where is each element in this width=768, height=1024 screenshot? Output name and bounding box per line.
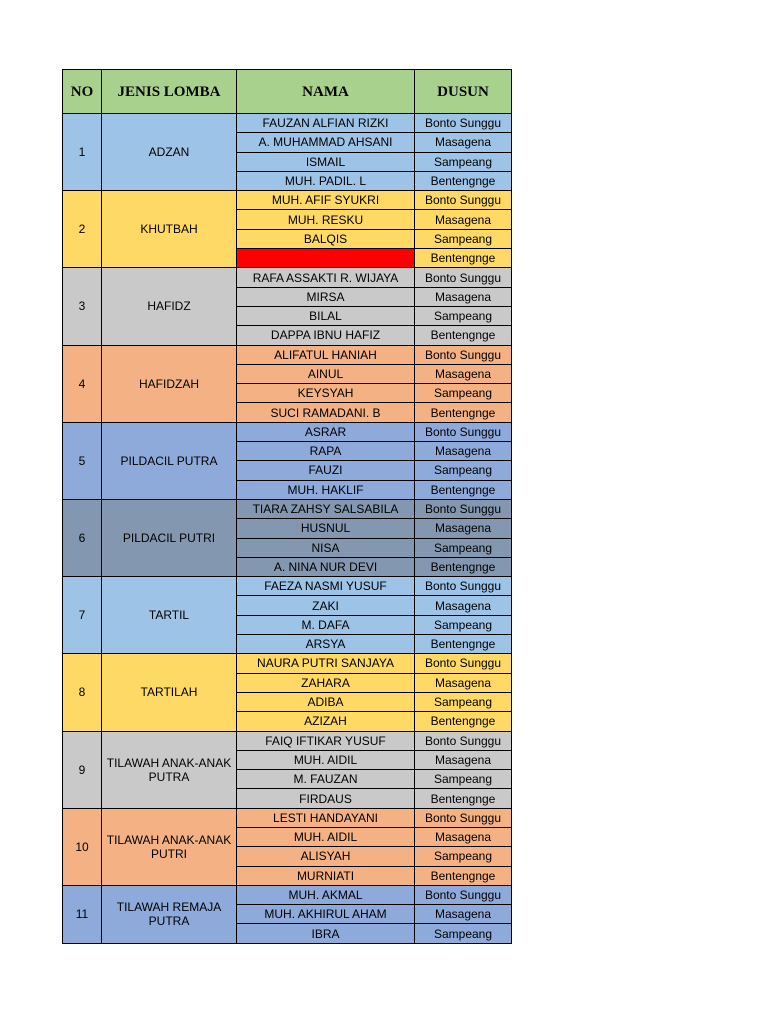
dusun-cell[interactable]: Bentengnge: [415, 712, 512, 731]
dusun-cell[interactable]: Bentengnge: [415, 403, 512, 422]
participant-name-cell[interactable]: DAPPA IBNU HAFIZ: [237, 326, 415, 345]
participant-name-cell[interactable]: NAURA PUTRI SANJAYA: [237, 654, 415, 673]
participant-name-cell[interactable]: FAUZAN ALFIAN RIZKI: [237, 114, 415, 133]
participant-name-cell[interactable]: RAPA: [237, 442, 415, 461]
dusun-cell[interactable]: Bentengnge: [415, 557, 512, 576]
header-row: [63, 70, 512, 114]
participant-name-cell[interactable]: A. NINA NUR DEVI: [237, 557, 415, 576]
competition-number-cell[interactable]: 8: [63, 654, 102, 731]
dusun-cell[interactable]: Bonto Sunggu: [415, 654, 512, 673]
table-row: [63, 731, 512, 750]
header-nama: NAMA: [237, 70, 415, 114]
participant-name-cell[interactable]: BALQIS: [237, 229, 415, 248]
participant-name-cell[interactable]: MUH. AIDIL: [237, 827, 415, 846]
dusun-cell[interactable]: Bonto Sunggu: [415, 885, 512, 904]
participant-name-cell[interactable]: FIRDAUS: [237, 789, 415, 808]
participant-name-cell[interactable]: FAEZA NASMI YUSUF: [237, 577, 415, 596]
dusun-cell[interactable]: Masagena: [415, 210, 512, 229]
participant-name-cell[interactable]: M. DAFA: [237, 615, 415, 634]
competition-type-cell[interactable]: TARTILAH: [102, 654, 237, 731]
competition-number-cell[interactable]: 9: [63, 731, 102, 808]
dusun-cell[interactable]: Bentengnge: [415, 635, 512, 654]
participant-name-cell[interactable]: IBRA: [237, 924, 415, 943]
dusun-cell[interactable]: Bentengnge: [415, 866, 512, 885]
dusun-cell[interactable]: Bonto Sunggu: [415, 191, 512, 210]
competition-number-cell[interactable]: 1: [63, 114, 102, 191]
table-row: [63, 191, 512, 210]
participant-name-cell[interactable]: MUH. RESKU: [237, 210, 415, 229]
participant-name-cell[interactable]: ALISYAH: [237, 847, 415, 866]
participant-name-cell[interactable]: MUH. AFIF SYUKRI: [237, 191, 415, 210]
participant-name-cell[interactable]: A. MUHAMMAD AHSANI: [237, 133, 415, 152]
participant-name-cell[interactable]: BILAL: [237, 306, 415, 325]
dusun-cell[interactable]: Masagena: [415, 750, 512, 769]
dusun-cell[interactable]: Bentengnge: [415, 171, 512, 190]
competition-type-cell[interactable]: PILDACIL PUTRI: [102, 499, 237, 576]
competition-type-cell[interactable]: TILAWAH ANAK-ANAK PUTRA: [102, 731, 237, 808]
dusun-cell[interactable]: Bentengnge: [415, 326, 512, 345]
dusun-cell[interactable]: Bonto Sunggu: [415, 114, 512, 133]
dusun-cell[interactable]: Sampeang: [415, 306, 512, 325]
participant-name-cell[interactable]: MIRSA: [237, 287, 415, 306]
dusun-cell[interactable]: Masagena: [415, 905, 512, 924]
participant-name-cell[interactable]: ASRAR: [237, 422, 415, 441]
participant-name-cell[interactable]: ZAHARA: [237, 673, 415, 692]
table-row: [63, 654, 512, 673]
competition-type-cell[interactable]: ADZAN: [102, 114, 237, 191]
competition-type-cell[interactable]: PILDACIL PUTRA: [102, 422, 237, 499]
table-row: [63, 499, 512, 518]
dusun-cell[interactable]: Bonto Sunggu: [415, 345, 512, 364]
competition-type-cell[interactable]: TILAWAH REMAJA PUTRA: [102, 885, 237, 943]
competition-type-cell[interactable]: TILAWAH ANAK-ANAK PUTRI: [102, 808, 237, 885]
participant-name-cell[interactable]: ZAKI: [237, 596, 415, 615]
dusun-cell[interactable]: Bonto Sunggu: [415, 808, 512, 827]
participant-name-cell[interactable]: ISMAIL: [237, 152, 415, 171]
dusun-cell[interactable]: Bentengnge: [415, 789, 512, 808]
dusun-cell[interactable]: Bonto Sunggu: [415, 731, 512, 750]
competition-number-cell[interactable]: 2: [63, 191, 102, 268]
dusun-cell[interactable]: Sampeang: [415, 152, 512, 171]
dusun-cell[interactable]: Masagena: [415, 442, 512, 461]
table-row: [63, 885, 512, 904]
dusun-cell[interactable]: Sampeang: [415, 461, 512, 480]
table-body: [63, 114, 512, 944]
table-row: [63, 808, 512, 827]
competition-number-cell[interactable]: 5: [63, 422, 102, 499]
dusun-cell[interactable]: Masagena: [415, 827, 512, 846]
participant-name-cell[interactable]: AINUL: [237, 364, 415, 383]
dusun-cell[interactable]: Sampeang: [415, 615, 512, 634]
competition-number-cell[interactable]: 4: [63, 345, 102, 422]
participant-name-cell[interactable]: TIARA ZAHSY SALSABILA: [237, 499, 415, 518]
dusun-cell[interactable]: Masagena: [415, 364, 512, 383]
competition-number-cell[interactable]: 7: [63, 577, 102, 654]
competition-type-cell[interactable]: HAFIDZAH: [102, 345, 237, 422]
dusun-cell[interactable]: Masagena: [415, 596, 512, 615]
table-row: [63, 422, 512, 441]
participant-name-cell[interactable]: MUH. HAKLIF: [237, 480, 415, 499]
participant-name-cell[interactable]: MUH. AKMAL: [237, 885, 415, 904]
participant-name-cell[interactable]: KEYSYAH: [237, 384, 415, 403]
table-row: [63, 268, 512, 287]
dusun-cell[interactable]: Sampeang: [415, 538, 512, 557]
table-row: [63, 345, 512, 364]
participant-name-cell[interactable]: MUH. PADIL. L: [237, 171, 415, 190]
competition-type-cell[interactable]: HAFIDZ: [102, 268, 237, 345]
dusun-cell[interactable]: Masagena: [415, 133, 512, 152]
dusun-cell[interactable]: Sampeang: [415, 847, 512, 866]
participant-name-cell[interactable]: AZIZAH: [237, 712, 415, 731]
participant-name-cell[interactable]: MURNIATI: [237, 866, 415, 885]
dusun-cell[interactable]: Bonto Sunggu: [415, 268, 512, 287]
competition-number-cell[interactable]: 6: [63, 499, 102, 576]
dusun-cell[interactable]: Masagena: [415, 519, 512, 538]
dusun-cell[interactable]: Bonto Sunggu: [415, 422, 512, 441]
dusun-cell[interactable]: Sampeang: [415, 770, 512, 789]
competition-type-cell[interactable]: KHUTBAH: [102, 191, 237, 268]
competition-table: [62, 69, 512, 944]
competition-number-cell[interactable]: 10: [63, 808, 102, 885]
participant-name-cell[interactable]: ADIBA: [237, 692, 415, 711]
participant-name-cell[interactable]: FAUZI: [237, 461, 415, 480]
dusun-cell[interactable]: Bentengnge: [415, 480, 512, 499]
competition-number-cell[interactable]: 3: [63, 268, 102, 345]
participant-name-cell[interactable]: MUH. AIDIL: [237, 750, 415, 769]
table-row: [63, 114, 512, 133]
participant-name-cell[interactable]: ARSYA: [237, 635, 415, 654]
participant-name-cell[interactable]: ALIFATUL HANIAH: [237, 345, 415, 364]
participant-name-cell[interactable]: M. FAUZAN: [237, 770, 415, 789]
dusun-cell[interactable]: Bonto Sunggu: [415, 577, 512, 596]
dusun-cell[interactable]: Bentengnge: [415, 249, 512, 268]
dusun-cell[interactable]: Masagena: [415, 673, 512, 692]
dusun-cell[interactable]: Sampeang: [415, 384, 512, 403]
dusun-cell[interactable]: Masagena: [415, 287, 512, 306]
participant-name-cell[interactable]: [237, 249, 415, 268]
participant-name-cell[interactable]: MUH. AKHIRUL AHAM: [237, 905, 415, 924]
participant-name-cell[interactable]: HUSNUL: [237, 519, 415, 538]
competition-type-cell[interactable]: TARTIL: [102, 577, 237, 654]
table-row: [63, 577, 512, 596]
header-dusun: DUSUN: [415, 70, 512, 114]
participant-name-cell[interactable]: LESTI HANDAYANI: [237, 808, 415, 827]
dusun-cell[interactable]: Sampeang: [415, 924, 512, 943]
participant-name-cell[interactable]: RAFA ASSAKTI R. WIJAYA: [237, 268, 415, 287]
participant-name-cell[interactable]: NISA: [237, 538, 415, 557]
header-no: NO: [63, 70, 102, 114]
dusun-cell[interactable]: Sampeang: [415, 229, 512, 248]
dusun-cell[interactable]: Sampeang: [415, 692, 512, 711]
competition-number-cell[interactable]: 11: [63, 885, 102, 943]
header-jenis-lomba: JENIS LOMBA: [102, 70, 237, 114]
participant-name-cell[interactable]: SUCI RAMADANI. B: [237, 403, 415, 422]
participant-name-cell[interactable]: FAIQ IFTIKAR YUSUF: [237, 731, 415, 750]
dusun-cell[interactable]: Bonto Sunggu: [415, 499, 512, 518]
